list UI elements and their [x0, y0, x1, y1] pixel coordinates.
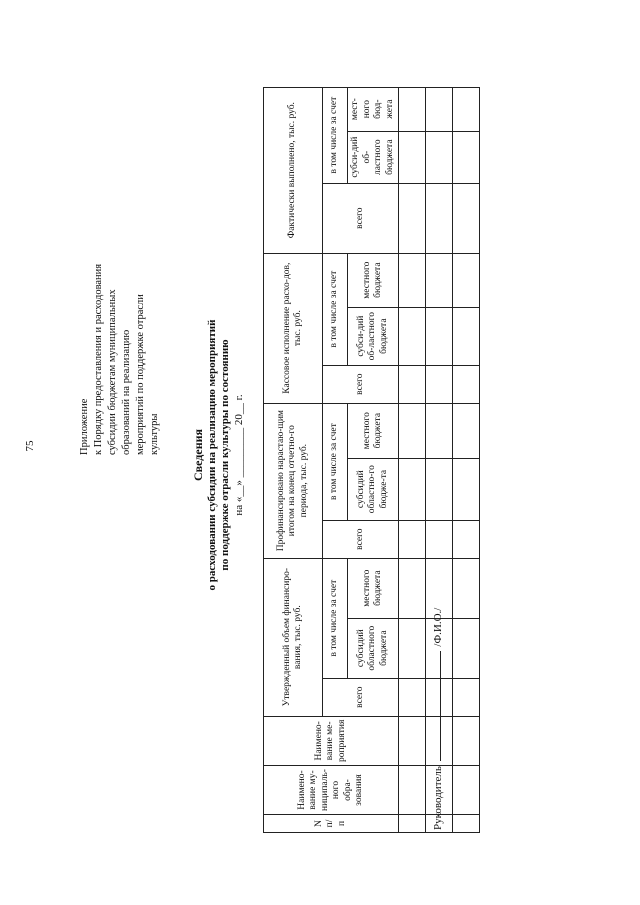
table-cell — [399, 183, 426, 253]
table-cell — [426, 403, 453, 458]
header-approved-regional: субсидий областного бюджета — [348, 618, 399, 678]
table-cell — [453, 766, 480, 815]
title-date-line: на «__» _________ 20__ г. — [232, 394, 245, 516]
table-cell — [453, 365, 480, 403]
header-approved-total: всего — [323, 678, 399, 716]
table-cell — [453, 716, 480, 765]
table-cell — [399, 458, 426, 520]
table-cell — [399, 678, 426, 716]
header-prefinanced-total: всего — [323, 520, 399, 558]
table-cell — [453, 678, 480, 716]
appendix-line: культуры — [149, 413, 160, 455]
table-cell — [399, 131, 426, 183]
header-actual-total: всего — [323, 183, 399, 253]
header-cash-total: всего — [323, 365, 399, 403]
header-actual-including: в том числе за счет — [323, 87, 348, 183]
table-cell — [453, 618, 480, 678]
table-cell — [399, 520, 426, 558]
table-cell — [453, 253, 480, 307]
appendix-line: Приложение — [79, 398, 90, 455]
header-actual-local: мест-ного бюд-жета — [348, 87, 399, 131]
page-number: 75 — [24, 440, 36, 452]
header-approved: Утвержденный объем финансиро-вания, тыс. руб. — [264, 558, 323, 716]
table-cell — [399, 618, 426, 678]
table-cell — [453, 815, 480, 833]
signature-name: /Ф.И.О./ — [432, 607, 444, 647]
title-line: о расходовании субсидии на реализацию мероприятий — [205, 319, 218, 591]
header-actual-regional: субси-дий об-ластного бюджета — [348, 131, 399, 183]
table-cell — [426, 458, 453, 520]
appendix-line: мероприятий по поддержке отрасли — [135, 294, 146, 455]
signature-block — [430, 608, 444, 830]
table-cell — [426, 365, 453, 403]
title-line: по поддержке отрасли культуры по состоянию — [219, 339, 231, 571]
table-cell — [453, 307, 480, 365]
table-cell — [453, 520, 480, 558]
table-cell — [399, 558, 426, 618]
table-cell — [453, 403, 480, 458]
table-cell — [426, 307, 453, 365]
table-cell — [399, 403, 426, 458]
header-event: Наимено-вание ме-роприятия — [264, 716, 399, 765]
header-num: N п/п — [264, 815, 399, 833]
table-cell — [426, 183, 453, 253]
signature-label: Руководитель — [432, 766, 444, 830]
header-actual: Фактически выполнено, тыс. руб. — [264, 87, 323, 253]
table-cell — [399, 365, 426, 403]
table-cell — [453, 131, 480, 183]
header-cash-local: местного бюджета — [348, 253, 399, 307]
table-cell — [399, 87, 426, 131]
header-approved-local: местного бюджета — [348, 558, 399, 618]
title-line: Сведения — [191, 428, 205, 482]
signature-line — [430, 651, 441, 761]
header-approved-including: в том числе за счет — [323, 558, 348, 678]
table-cell — [399, 766, 426, 815]
table-cell — [399, 716, 426, 765]
appendix-note — [78, 155, 162, 455]
table-cell — [426, 131, 453, 183]
table-cell — [453, 458, 480, 520]
table-cell — [453, 183, 480, 253]
table-cell — [399, 253, 426, 307]
table-cell — [426, 520, 453, 558]
table-cell — [426, 253, 453, 307]
header-municipality: Наимено-вание му-ниципаль-ного обра-зования — [264, 766, 399, 815]
header-prefinanced-regional: субсидий областно-го бюдже-та — [348, 458, 399, 520]
table-cell — [453, 558, 480, 618]
appendix-line: субсидии бюджетам муниципальных — [107, 289, 118, 455]
header-prefinanced-including: в том числе за счет — [323, 403, 348, 520]
header-prefinanced: Профинансировано нарастаю-щим итогом на конец отчетно-го периода, тыс. руб. — [264, 403, 323, 558]
table-cell — [426, 87, 453, 131]
table-row — [399, 87, 426, 832]
appendix-line: образований на реализацию — [121, 329, 132, 455]
header-cash: Кассовое исполнение расхо-дов, тыс. руб. — [264, 253, 323, 403]
header-cash-regional: субси-дий об-ластного бюджета — [348, 307, 399, 365]
table-cell — [453, 87, 480, 131]
report-table — [263, 87, 480, 833]
header-cash-including: в том числе за счет — [323, 253, 348, 365]
table-cell — [399, 815, 426, 833]
header-prefinanced-local: местного бюджета — [348, 403, 399, 458]
appendix-line: к Порядку предоставления и расходования — [93, 263, 104, 455]
table-cell — [399, 307, 426, 365]
document-title — [192, 225, 246, 685]
table-row — [453, 87, 480, 832]
